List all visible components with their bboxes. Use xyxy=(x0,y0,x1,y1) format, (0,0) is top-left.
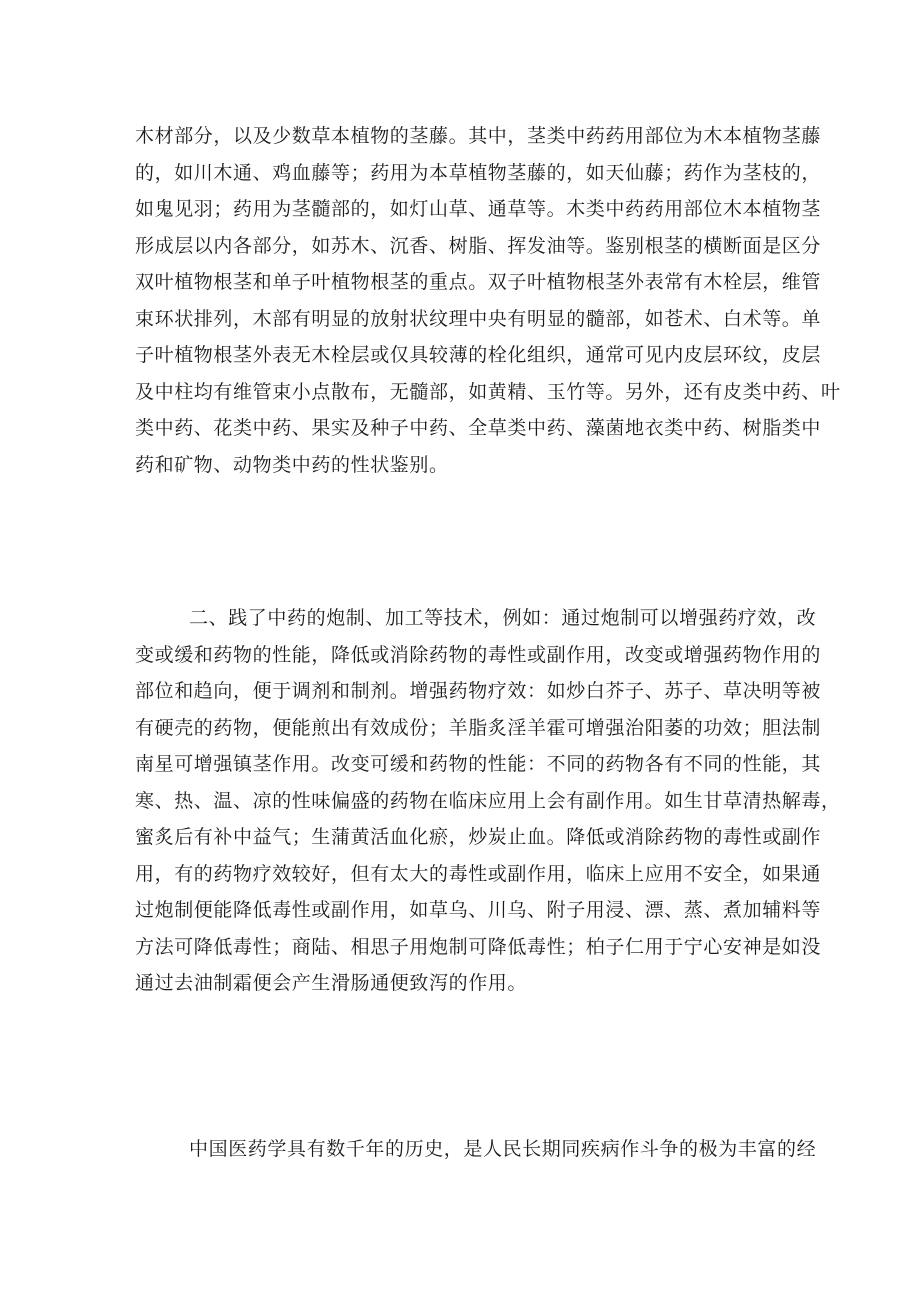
text-line: 方法可降低毒性；商陆、相思子用炮制可降低毒性；柏子仁用于宁心安神是如没 xyxy=(135,935,822,958)
text-line: 形成层以内各部分，如苏木、沉香、树脂、挥发油等。鉴别根茎的横断面是区分 xyxy=(135,234,822,257)
paragraph-1 xyxy=(135,118,841,483)
text-line: 类中药、花类中药、果实及种子中药、全草类中药、藻菌地衣类中药、树脂类中 xyxy=(135,417,822,439)
text-line: 变或缓和药物的性能，降低或消除药物的毒性或副作用，改变或增强药物作用的 xyxy=(135,643,822,666)
paragraph-3 xyxy=(135,1131,817,1168)
text-line: 如鬼见羽；药用为茎髓部的，如灯山草、通草等。木类中药药用部位木本植物茎 xyxy=(135,198,822,220)
text-line: 子叶植物根茎外表无木栓层或仅具较薄的栓化组织，通常可见内皮层环纹，皮层 xyxy=(135,344,822,366)
text-line: 及中柱均有维管束小点散布，无髓部，如黄精、玉竹等。另外，还有皮类中药、叶 xyxy=(135,380,841,403)
text-line: 蜜炙后有补中益气；生蒲黄活血化瘀，炒炭止血。降低或消除药物的毒性或副作 xyxy=(135,826,822,848)
text-line: 二、践了中药的炮制、加工等技术，例如：通过炮制可以增强药疗效，改 xyxy=(189,607,817,629)
text-line: 束环状排列，木部有明显的放射状纹理中央有明显的髓部，如苍术、白术等。单 xyxy=(135,307,822,330)
text-line: 的，如川木通、鸡血藤等；药用为本草植物茎藤的，如天仙藤；药作为茎枝的， xyxy=(135,161,822,184)
text-line: 部位和趋向，便于调剂和制剂。增强药物疗效：如炒白芥子、苏子、草决明等被 xyxy=(135,680,822,702)
text-line: 用，有的药物疗效较好，但有太大的毒性或副作用，临床上应用不安全，如果通 xyxy=(135,862,822,885)
text-line: 木材部分，以及少数草本植物的茎藤。其中，茎类中药药用部位为木本植物茎藤 xyxy=(135,125,822,147)
text-line: 中国医药学具有数千年的历史，是人民长期同疾病作斗争的极为丰富的经 xyxy=(189,1138,817,1160)
text-line: 双叶植物根茎和单子叶植物根茎的重点。双子叶植物根茎外表常有木栓层，维管 xyxy=(135,271,822,293)
text-line: 寒、热、温、凉的性味偏盛的药物在临床应用上会有副作用。如生甘草清热解毒， xyxy=(135,789,841,812)
paragraph-2 xyxy=(135,600,841,1002)
text-line: 过炮制便能降低毒性或副作用，如草乌、川乌、附子用浸、漂、蒸、煮加辅料等 xyxy=(135,899,822,921)
text-line: 有硬壳的药物，便能煎出有效成份；羊脂炙淫羊霍可增强治阳萎的功效；胆法制 xyxy=(135,716,822,739)
text-line: 通过去油制霜便会产生滑肠通便致泻的作用。 xyxy=(135,972,528,994)
text-line: 南星可增强镇茎作用。改变可缓和药物的性能：不同的药物各有不同的性能，其 xyxy=(135,753,822,775)
text-line: 药和矿物、动物类中药的性状鉴别。 xyxy=(135,453,449,476)
